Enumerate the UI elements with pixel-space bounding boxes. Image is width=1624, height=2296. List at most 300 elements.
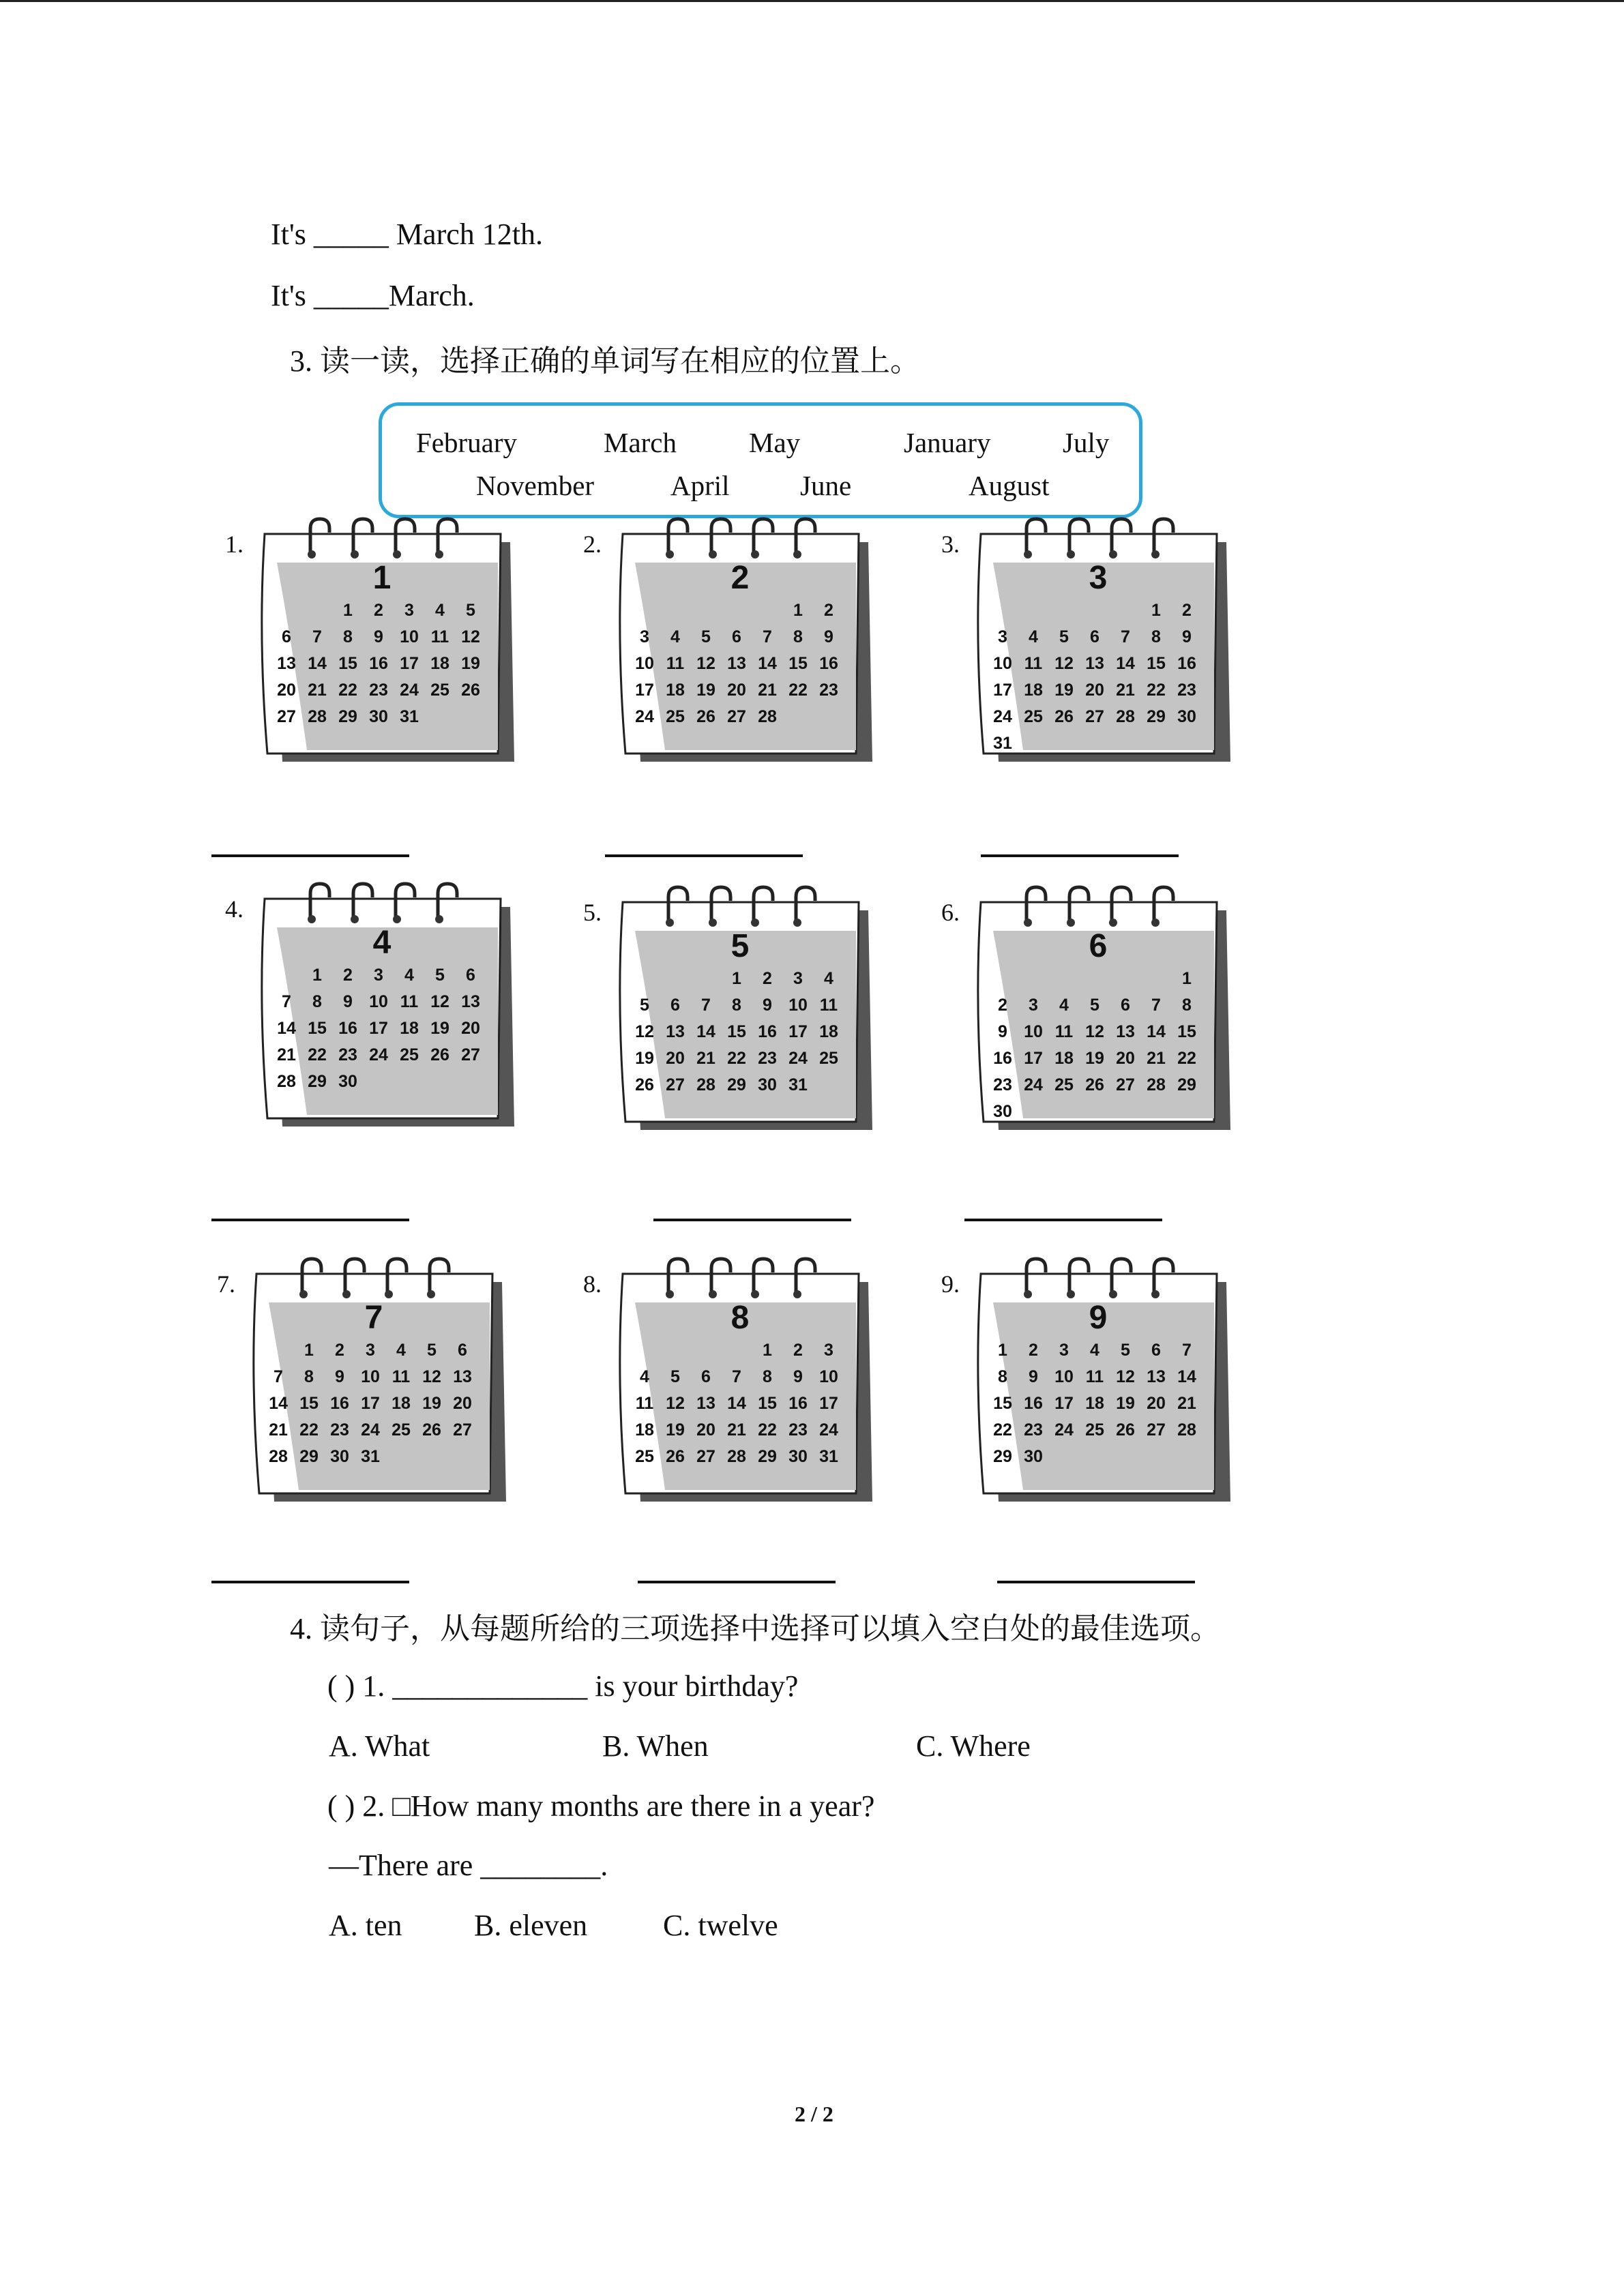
calendar-ring-hole [393,550,401,558]
calendar-day: 1 [343,601,353,620]
calendar-day: 16 [758,1022,777,1041]
calendar-number-label: 3. [941,531,960,558]
calendar-day: 4 [1059,996,1069,1015]
calendar-day: 7 [312,627,322,646]
calendar-ring-hole [751,919,759,927]
calendar-day: 27 [1147,1420,1166,1440]
calendar-day: 7 [274,1367,283,1386]
calendar-day: 11 [666,654,685,673]
calendar-day: 27 [453,1420,472,1440]
calendar-day: 2 [1029,1341,1038,1360]
word-bank-item: January [904,427,991,458]
answer-line-8[interactable] [638,1581,836,1583]
word-bank-item: June [800,470,852,501]
calendar-day: 19 [422,1394,441,1413]
calendar-day: 4 [640,1367,649,1386]
calendar-day: 26 [696,707,715,726]
calendar-day: 28 [269,1447,288,1466]
calendar-month-number: 7 [364,1300,383,1336]
calendar-day: 9 [763,996,772,1015]
calendar-ring-hole [666,1290,674,1298]
calendar-day: 29 [1147,707,1166,726]
calendar-day: 29 [1177,1075,1196,1094]
calendar-day: 18 [1085,1394,1104,1413]
calendar-day: 23 [1024,1420,1043,1440]
calendar-day: 26 [1085,1075,1104,1094]
calendar-day: 8 [304,1367,314,1386]
calendar-day: 5 [1090,996,1099,1015]
calendar-day: 1 [998,1341,1007,1360]
calendar-day: 20 [1085,681,1104,700]
calendar-day: 17 [788,1022,808,1041]
question-1-option-a: A. What [329,1729,430,1763]
calendar-day: 14 [308,654,327,673]
calendar-day: 28 [277,1072,296,1091]
calendar-day: 15 [993,1394,1012,1413]
calendar-4-illustration [252,880,539,1139]
calendar-day: 23 [993,1075,1012,1094]
calendar-day: 23 [758,1049,777,1068]
calendar-ring-hole [299,1290,308,1298]
calendar-day: 28 [1116,707,1135,726]
calendar-day: 31 [993,734,1012,753]
calendar-day: 24 [635,707,654,726]
calendar-day: 12 [1054,654,1074,673]
answer-line-2[interactable] [605,854,803,857]
calendar-day: 5 [701,627,711,646]
calendar-day: 26 [461,681,480,700]
top-border [0,0,1624,2]
calendar-ring-hole [308,550,316,558]
calendar-day: 31 [819,1447,838,1466]
calendar-day: 21 [308,681,327,700]
calendar-day: 11 [430,627,449,646]
calendar-day: 5 [1121,1341,1130,1360]
calendar-ring-hole [1024,550,1032,558]
calendar-day: 9 [793,1367,803,1386]
calendar-day: 30 [758,1075,777,1094]
calendar-ring-hole [1067,1290,1075,1298]
calendar-day: 1 [304,1341,314,1360]
calendar-day: 21 [696,1049,715,1068]
answer-line-3[interactable] [981,854,1179,857]
calendar-number-label: 7. [217,1270,235,1298]
calendar-day: 6 [701,1367,711,1386]
calendar-ring-hole [666,919,674,927]
calendar-day: 16 [338,1019,357,1038]
calendar-day: 22 [299,1420,319,1440]
calendar-ring-hole [666,550,674,558]
calendar-ring-hole [1109,1290,1117,1298]
calendar-day: 20 [666,1049,685,1068]
calendar-1-illustration [252,515,539,774]
calendar-day: 22 [758,1420,777,1440]
word-bank-item: August [969,470,1050,501]
calendar-day: 18 [392,1394,411,1413]
calendar-day: 14 [758,654,777,673]
calendar-day: 4 [435,601,445,620]
calendar-day: 14 [696,1022,715,1041]
calendar-number-label: 2. [583,531,602,558]
calendar-7-illustration [244,1255,531,1514]
calendar-ring-hole [793,550,801,558]
calendar-day: 4 [1029,627,1038,646]
calendar-day: 22 [1147,681,1166,700]
question-1-option-b: B. When [602,1729,709,1763]
calendar-day: 15 [727,1022,746,1041]
calendar-ring-hole [1109,550,1117,558]
calendar-day: 23 [1177,681,1196,700]
calendar-day: 12 [696,654,715,673]
calendar-day: 20 [696,1420,715,1440]
calendar-day: 9 [1029,1367,1038,1386]
calendar-day: 18 [666,681,685,700]
calendar-day: 11 [819,996,838,1015]
calendar-day: 3 [1029,996,1038,1015]
calendar-day: 19 [635,1049,654,1068]
calendar-day: 5 [670,1367,680,1386]
calendar-5-illustration [610,883,897,1142]
calendar-day: 9 [998,1022,1007,1041]
calendar-ring-hole [1151,1290,1160,1298]
calendar-day: 25 [1024,707,1043,726]
calendar-day: 19 [461,654,480,673]
sentence-line-1: It's _____ March 12th. [271,218,543,251]
calendar-month-number: 6 [1089,928,1108,964]
calendar-day: 10 [635,654,654,673]
calendar-day: 8 [763,1367,772,1386]
calendar-day: 12 [430,992,449,1011]
calendar-day: 19 [666,1420,685,1440]
calendar-day: 5 [435,966,445,985]
calendar-ring-hole [427,1290,435,1298]
calendar-day: 25 [635,1447,654,1466]
calendar-ring-hole [342,1290,351,1298]
question-1-stem: ( ) 1. _____________ is your birthday? [327,1669,799,1703]
calendar-day: 17 [400,654,419,673]
calendar-month-number: 8 [730,1300,750,1336]
calendar-day: 19 [1054,681,1074,700]
sentence-line-2: It's _____March. [271,279,475,312]
calendar-day: 17 [635,681,654,700]
calendar-day: 3 [374,966,383,985]
calendar-day: 21 [269,1420,288,1440]
calendar-day: 25 [666,707,685,726]
calendar-day: 12 [1085,1022,1104,1041]
calendar-month-number: 4 [372,925,392,961]
calendar-day: 9 [374,627,383,646]
calendar-day: 16 [330,1394,349,1413]
calendar-day: 6 [1090,627,1099,646]
calendar-day: 26 [666,1447,685,1466]
answer-line-4[interactable] [211,1219,409,1221]
calendar-day: 4 [1090,1341,1099,1360]
calendar-day: 20 [727,681,746,700]
calendar-day: 16 [788,1394,808,1413]
calendar-day: 25 [400,1045,419,1064]
question-2-option-a: A. ten [329,1909,402,1942]
calendar-day: 29 [993,1447,1012,1466]
calendar-day: 22 [338,681,357,700]
calendar-ring-hole [435,915,443,923]
word-bank-item: April [670,470,730,501]
calendar-day: 14 [1147,1022,1166,1041]
page-number: 2 / 2 [795,2102,833,2126]
calendar-day: 21 [758,681,777,700]
calendar-day: 18 [400,1019,419,1038]
calendar-day: 31 [361,1447,380,1466]
calendar-day: 8 [343,627,353,646]
calendar-day: 19 [1116,1394,1135,1413]
calendar-day: 12 [1116,1367,1135,1386]
calendar-day: 7 [732,1367,741,1386]
calendar-day: 5 [640,996,649,1015]
section-3-heading: 3. 读一读，选择正确的单词写在相应的位置上。 [290,344,920,378]
calendar-month-number: 3 [1089,560,1108,596]
section-4-heading: 4. 读句子，从每题所给的三项选择中选择可以填入空白处的最佳选项。 [290,1612,1220,1645]
calendar-day: 19 [430,1019,449,1038]
word-bank-item: May [749,427,801,458]
calendar-day: 1 [1151,601,1161,620]
calendar-day: 28 [1177,1420,1196,1440]
calendar-number-label: 8. [583,1270,602,1298]
calendar-day: 1 [312,966,322,985]
calendar-day: 20 [277,681,296,700]
calendar-month-number: 1 [372,560,392,596]
calendar-day: 9 [824,627,833,646]
calendar-day: 9 [1182,627,1192,646]
calendar-day: 18 [1024,681,1043,700]
calendar-day: 13 [1116,1022,1135,1041]
calendar-ring-hole [435,550,443,558]
calendar-ring-hole [351,915,359,923]
calendar-day: 28 [308,707,327,726]
calendar-ring-hole [1024,919,1032,927]
calendar-day: 11 [1085,1367,1104,1386]
calendar-2-illustration [610,515,897,774]
calendar-day: 31 [788,1075,808,1094]
calendar-ring-hole [709,1290,717,1298]
calendar-day: 17 [361,1394,380,1413]
calendar-day: 29 [758,1447,777,1466]
calendar-ring-hole [1151,919,1160,927]
calendar-day: 31 [400,707,419,726]
calendar-day: 15 [338,654,357,673]
calendar-day: 28 [1147,1075,1166,1094]
calendar-day: 25 [1054,1075,1074,1094]
calendar-day: 3 [998,627,1007,646]
calendar-day: 4 [824,969,833,988]
calendar-day: 8 [312,992,322,1011]
calendar-day: 7 [1182,1341,1192,1360]
calendar-month-number: 9 [1089,1300,1108,1336]
calendar-day: 18 [1054,1049,1074,1068]
calendar-day: 9 [343,992,353,1011]
calendar-day: 15 [758,1394,777,1413]
calendar-day: 25 [819,1049,838,1068]
calendar-day: 14 [277,1019,296,1038]
calendar-day: 17 [369,1019,388,1038]
calendar-day: 11 [635,1394,654,1413]
question-2-option-c: C. twelve [663,1909,778,1942]
calendar-day: 24 [788,1049,808,1068]
calendar-day: 5 [427,1341,437,1360]
calendar-day: 10 [1054,1367,1074,1386]
calendar-day: 3 [366,1341,375,1360]
calendar-day: 15 [788,654,808,673]
calendar-day: 6 [732,627,741,646]
calendar-ring-hole [1109,919,1117,927]
calendar-ring-hole [393,915,401,923]
calendar-day: 27 [696,1447,715,1466]
calendar-day: 13 [1147,1367,1166,1386]
calendar-6-illustration [969,883,1255,1142]
calendar-day: 16 [1177,654,1196,673]
calendar-day: 6 [466,966,475,985]
calendar-ring-hole [709,550,717,558]
calendar-day: 20 [461,1019,480,1038]
calendar-day: 15 [1147,654,1166,673]
calendar-month-number: 5 [730,928,750,964]
calendar-day: 4 [670,627,680,646]
question-2-stem: ( ) 2. □How many months are there in a year? [327,1789,875,1823]
calendar-day: 17 [993,681,1012,700]
calendar-day: 8 [793,627,803,646]
calendar-day: 23 [819,681,838,700]
calendar-ring-hole [1067,919,1075,927]
calendar-day: 17 [819,1394,838,1413]
calendar-day: 13 [727,654,746,673]
calendar-ring-hole [385,1290,393,1298]
calendar-day: 1 [1182,969,1192,988]
calendar-day: 10 [819,1367,838,1386]
calendar-number-label: 9. [941,1270,960,1298]
calendar-day: 14 [1177,1367,1196,1386]
calendar-day: 13 [277,654,296,673]
calendar-day: 29 [727,1075,746,1094]
calendar-day: 8 [1182,996,1192,1015]
calendar-day: 27 [277,707,296,726]
calendar-day: 13 [453,1367,472,1386]
calendar-day: 18 [430,654,449,673]
answer-line-5[interactable] [653,1219,851,1221]
calendar-day: 2 [763,969,772,988]
calendar-day: 8 [732,996,741,1015]
calendar-day: 22 [1177,1049,1196,1068]
calendar-day: 23 [788,1420,808,1440]
question-1-option-c: C. Where [916,1729,1031,1763]
calendar-day: 14 [269,1394,288,1413]
calendar-day: 6 [670,996,680,1015]
calendar-day: 15 [308,1019,327,1038]
calendar-day: 24 [819,1420,838,1440]
calendar-day: 10 [400,627,419,646]
calendar-day: 10 [361,1367,380,1386]
calendar-day: 24 [361,1420,380,1440]
calendar-day: 28 [758,707,777,726]
calendar-day: 30 [338,1072,357,1091]
calendar-day: 15 [299,1394,319,1413]
calendar-day: 7 [1121,627,1130,646]
answer-line-9[interactable] [997,1581,1195,1583]
calendar-day: 7 [1151,996,1161,1015]
calendar-day: 6 [458,1341,467,1360]
word-bank-item: July [1063,427,1110,458]
calendar-day: 1 [732,969,741,988]
calendar-day: 29 [299,1447,319,1466]
question-2-option-b: B. eleven [474,1909,588,1942]
calendar-day: 21 [1116,681,1135,700]
calendar-day: 10 [788,996,808,1015]
calendar-day: 21 [727,1420,746,1440]
calendar-day: 20 [453,1394,472,1413]
calendar-day: 2 [374,601,383,620]
calendar-day: 26 [1054,707,1074,726]
calendar-day: 13 [696,1394,715,1413]
calendar-day: 21 [277,1045,296,1064]
calendar-day: 22 [993,1420,1012,1440]
calendar-number-label: 6. [941,899,960,926]
calendar-day: 11 [1024,654,1043,673]
calendar-day: 9 [335,1367,344,1386]
calendar-day: 6 [282,627,291,646]
word-bank-item: November [476,470,595,501]
calendar-ring-hole [793,919,801,927]
calendar-day: 4 [404,966,414,985]
calendar-day: 2 [998,996,1007,1015]
question-2-answer-line: —There are ________. [329,1849,608,1882]
calendar-day: 7 [701,996,711,1015]
calendar-day: 18 [635,1420,654,1440]
calendar-day: 27 [461,1045,480,1064]
calendar-day: 12 [635,1022,654,1041]
calendar-number-label: 5. [583,899,602,926]
calendar-day: 5 [466,601,475,620]
calendar-ring-hole [793,1290,801,1298]
calendar-day: 11 [392,1367,411,1386]
calendar-day: 25 [392,1420,411,1440]
calendar-day: 28 [727,1447,746,1466]
calendar-day: 30 [1177,707,1196,726]
calendar-day: 30 [993,1102,1012,1121]
calendar-ring-hole [1067,550,1075,558]
calendar-day: 26 [422,1420,441,1440]
answer-line-1[interactable] [211,854,409,857]
word-bank-item: February [416,427,518,458]
calendar-day: 6 [1151,1341,1161,1360]
calendar-day: 7 [763,627,772,646]
calendar-day: 2 [824,601,833,620]
calendar-day: 26 [635,1075,654,1094]
calendar-ring-hole [709,919,717,927]
calendar-day: 3 [640,627,649,646]
answer-line-6[interactable] [964,1219,1162,1221]
calendar-day: 2 [335,1341,344,1360]
calendar-day: 10 [993,654,1012,673]
calendar-day: 1 [763,1341,772,1360]
calendar-ring-hole [751,1290,759,1298]
calendar-day: 24 [369,1045,388,1064]
calendar-day: 22 [308,1045,327,1064]
calendar-day: 29 [308,1072,327,1091]
calendar-ring-hole [351,550,359,558]
word-bank-box [379,402,1142,518]
answer-line-7[interactable] [211,1581,409,1583]
calendar-day: 13 [1085,654,1104,673]
calendar-day: 19 [696,681,715,700]
calendar-day: 11 [1054,1022,1074,1041]
calendar-day: 27 [727,707,746,726]
